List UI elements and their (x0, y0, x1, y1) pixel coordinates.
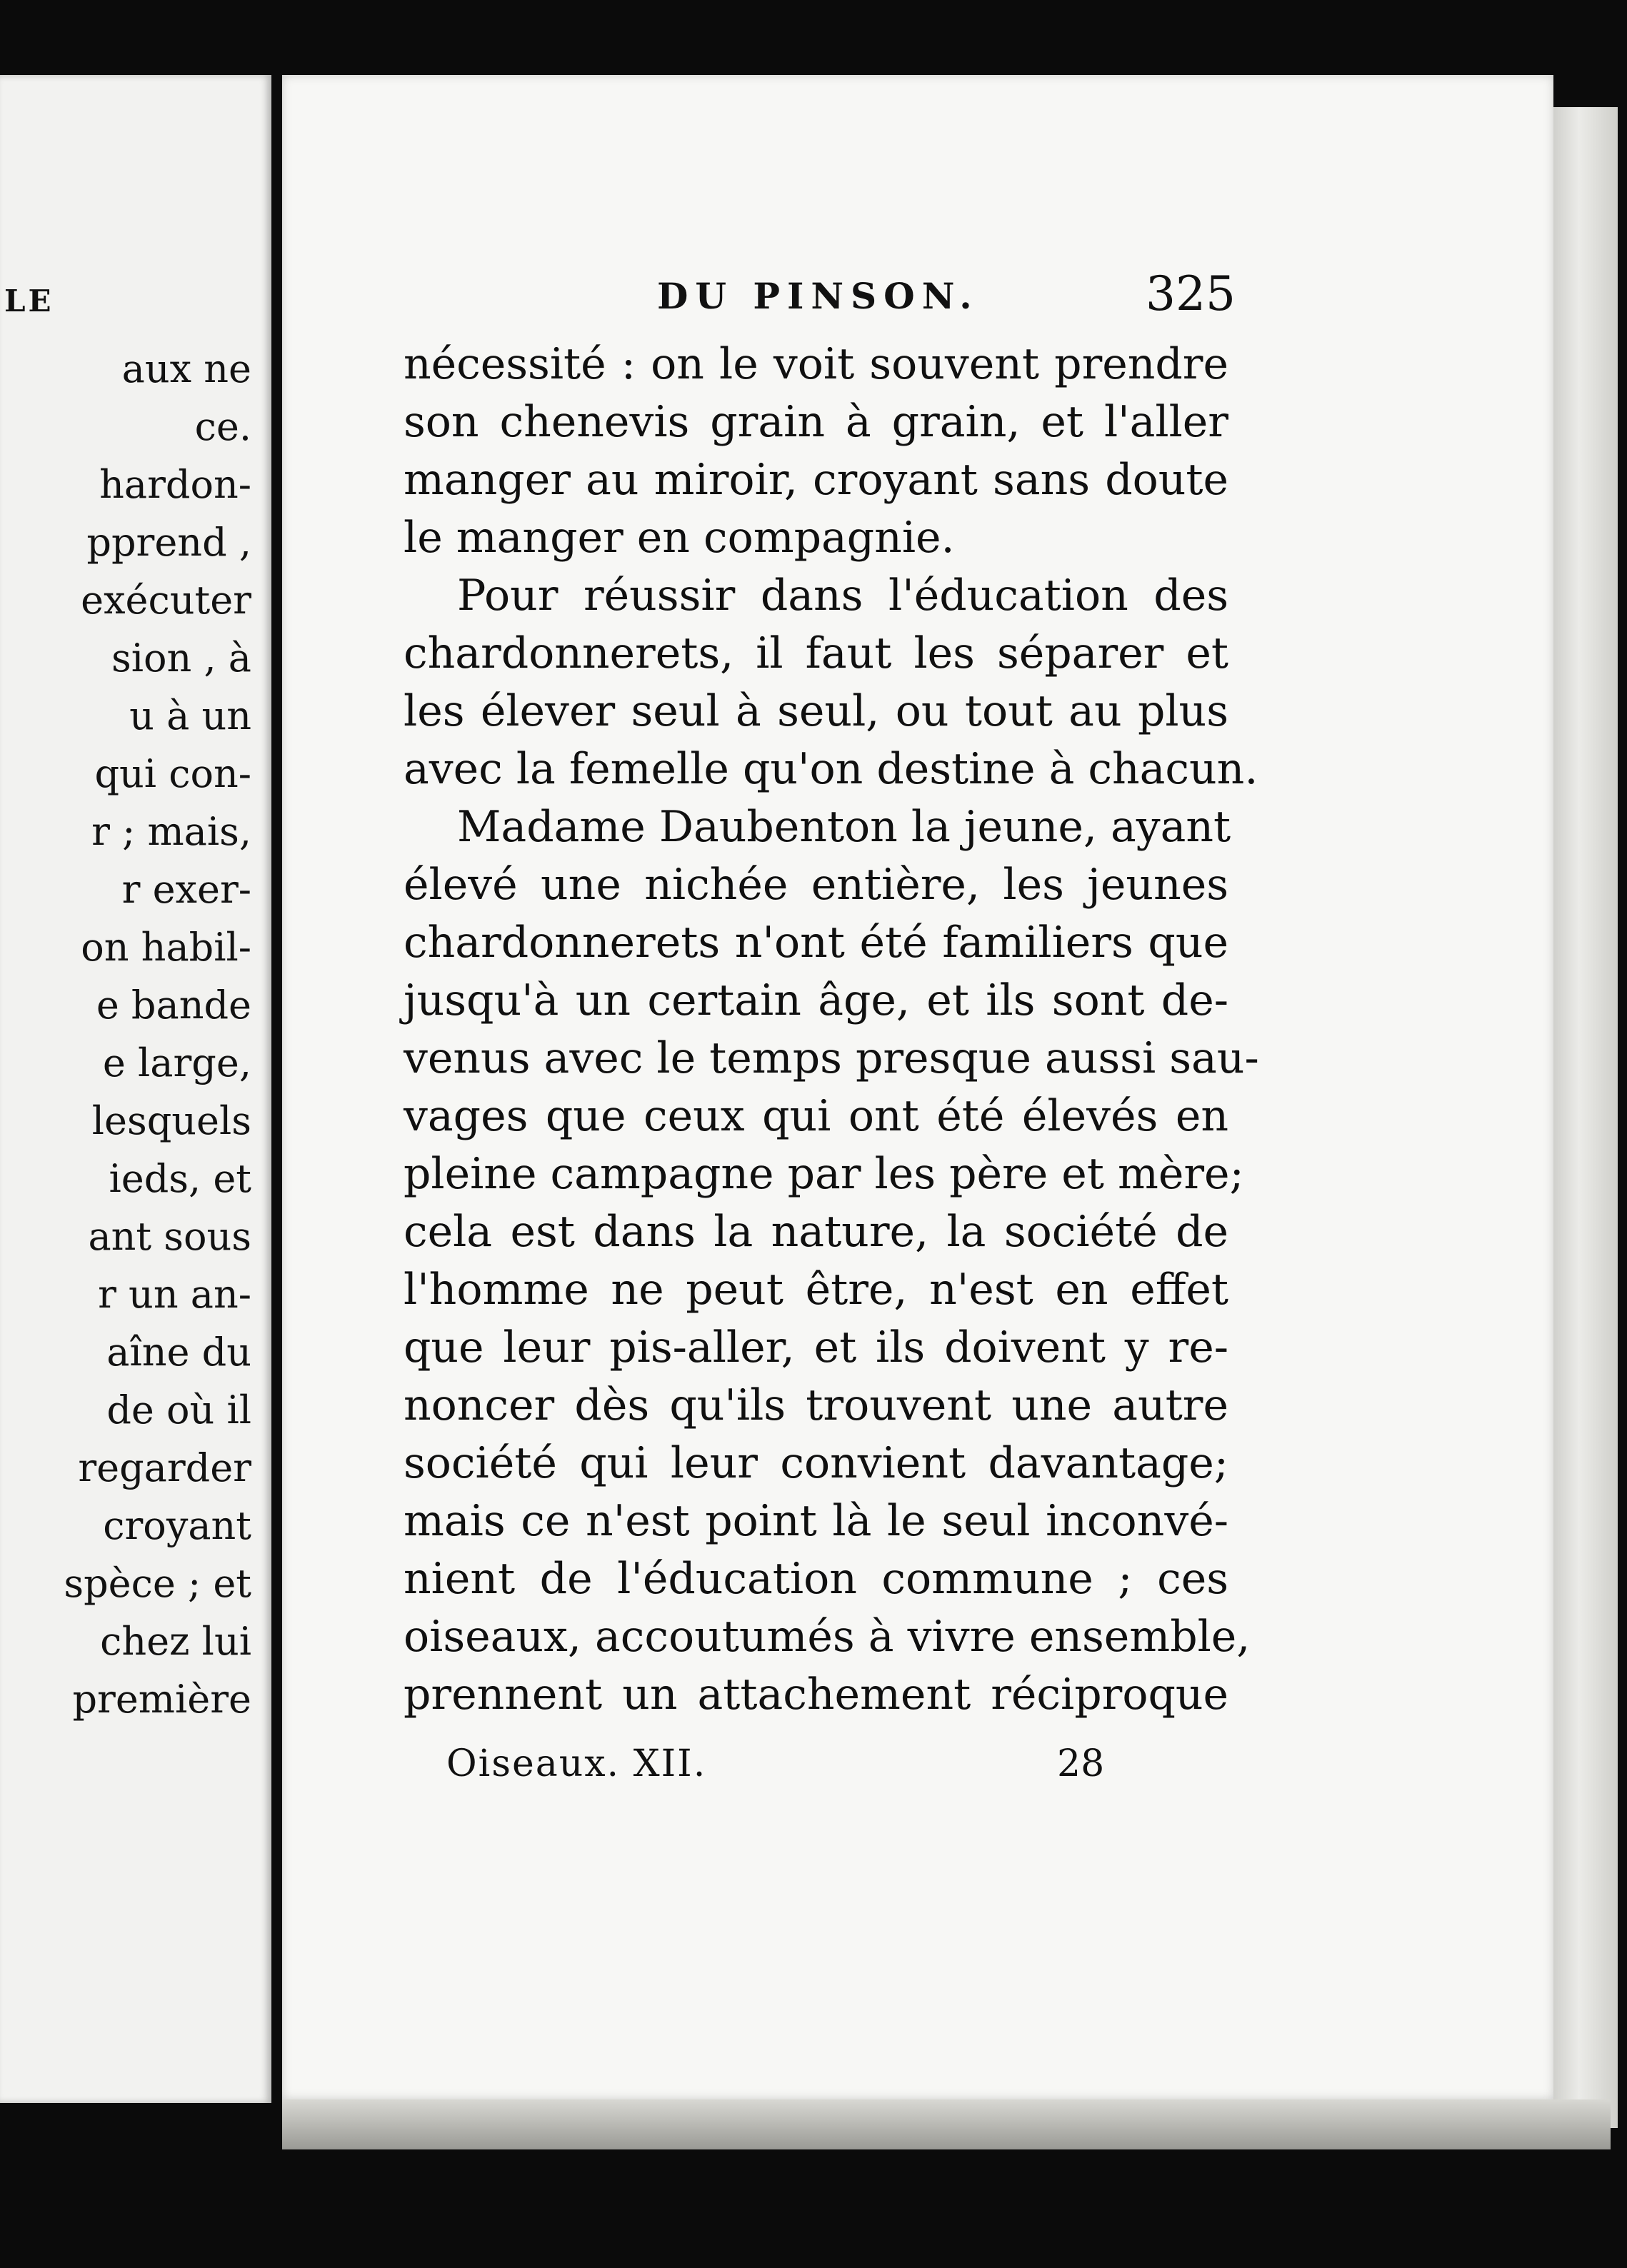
left-page-line: ant sous (88, 1214, 251, 1259)
left-page-line: r ; mais, (91, 809, 251, 854)
left-page-line: r exer- (121, 867, 251, 912)
text-line: noncer dès qu'ils trouvent une autre (404, 1380, 1228, 1430)
text-line: société qui leur convient davantage; (404, 1438, 1228, 1488)
left-page-line: hardon- (99, 462, 251, 507)
text-line: chardonnerets, il faut les séparer et (404, 628, 1228, 678)
page-number: 325 (1146, 266, 1236, 321)
text-line: le manger en compagnie. (404, 513, 955, 563)
page-header (657, 266, 1236, 332)
text-line: nient de l'éducation commune ; ces (404, 1554, 1228, 1604)
sheet-number: 28 (1057, 1742, 1105, 1785)
text-line: manger au miroir, croyant sans doute (404, 455, 1228, 505)
left-page-line: r un an- (98, 1272, 251, 1317)
text-line: vages que ceux qui ont été élevés en (404, 1091, 1228, 1141)
text-line: avec la femelle qu'on destine à chacun. (404, 744, 1258, 794)
text-line: les élever seul à seul, ou tout au plus (404, 686, 1228, 736)
left-page-line: lesquels (91, 1098, 251, 1143)
left-page-line: pprend , (86, 520, 251, 565)
left-page-line: première (72, 1677, 251, 1722)
left-page-line: spèce ; et (64, 1561, 251, 1606)
text-line: mais ce n'est point là le seul inconvé- (404, 1496, 1228, 1546)
left-page-line: qui con- (94, 751, 251, 796)
left-page-line: aux ne (121, 346, 251, 391)
left-page-line: aîne du (106, 1330, 251, 1375)
left-page-line: ce. (194, 404, 251, 449)
text-line: jusqu'à un certain âge, et ils sont de- (404, 975, 1228, 1025)
page-edge (1553, 107, 1618, 2128)
text-line: son chenevis grain à grain, et l'aller (404, 397, 1228, 447)
left-page-line: croyant (103, 1503, 251, 1548)
body-text (404, 336, 1259, 1724)
left-page-line: u à un (129, 693, 251, 738)
text-line: venus avec le temps presque aussi sau- (404, 1033, 1259, 1083)
left-page-line: sion , à (111, 636, 251, 681)
text-line: cela est dans la nature, la société de (404, 1207, 1228, 1257)
text-line: oiseaux, accoutumés à vivre ensemble, (404, 1612, 1251, 1662)
text-line: que leur pis-aller, et ils doivent y re- (404, 1323, 1228, 1373)
running-title: DU PINSON. (657, 275, 979, 317)
text-line: élevé une nichée entière, les jeunes (404, 860, 1228, 910)
text-line: pleine campagne par les père et mère; (404, 1149, 1244, 1199)
left-page-line: e bande (96, 983, 251, 1028)
left-page-line: ieds, et (109, 1156, 251, 1201)
signature-mark: Oiseaux. XII. (446, 1742, 707, 1785)
left-page-line: on habil- (81, 925, 251, 970)
bottom-edge (282, 2099, 1611, 2149)
text-line: Pour réussir dans l'éducation des (457, 571, 1228, 621)
text-line: prennent un attachement réciproque (404, 1670, 1228, 1720)
left-page-line: regarder (78, 1445, 251, 1490)
text-line: Madame Daubenton la jeune, ayant (457, 802, 1231, 852)
left-page-line: e large, (102, 1040, 251, 1085)
left-page-line: de où il (106, 1388, 251, 1432)
left-page-line: exécuter (81, 578, 251, 623)
text-line: nécessité : on le voit souvent prendre (404, 339, 1228, 389)
left-page (0, 75, 271, 2103)
text-line: chardonnerets n'ont été familiers que (404, 918, 1228, 968)
left-page-line: chez lui (100, 1619, 251, 1664)
left-page-header: LE (4, 284, 54, 318)
text-line: l'homme ne peut être, n'est en effet (404, 1265, 1228, 1315)
